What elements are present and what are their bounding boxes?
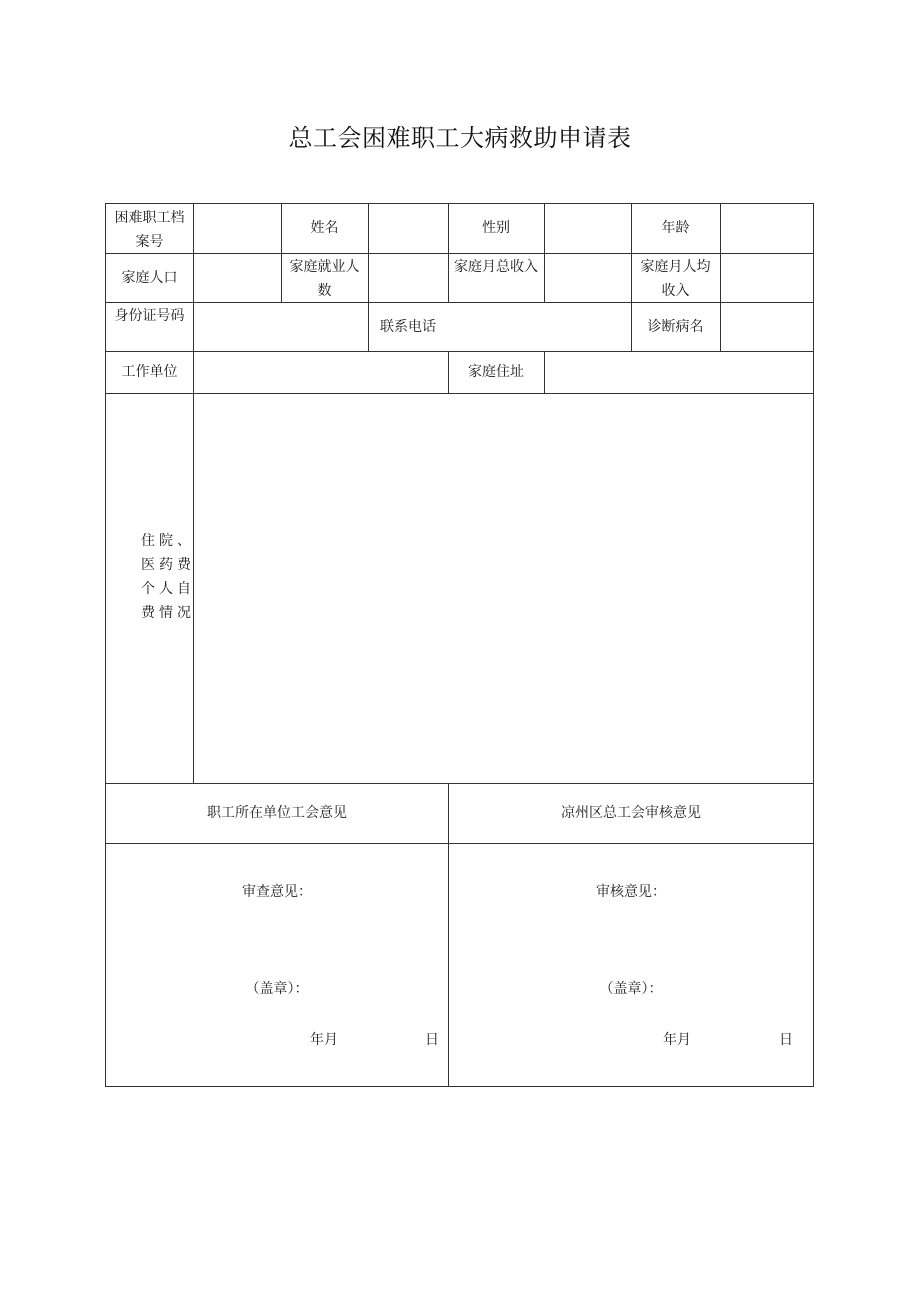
employed-count-label-line1: 家庭就业人 bbox=[289, 259, 360, 275]
per-capita-income-label-line2: 收入 bbox=[661, 283, 690, 299]
col-divider bbox=[448, 783, 449, 1086]
year-month-label: 年月 bbox=[310, 1032, 338, 1048]
per-capita-income-label-line1: 家庭月人均 bbox=[640, 259, 711, 275]
district-review-header: 凉州区总工会审核意见 bbox=[561, 805, 701, 821]
monthly-income-label: 家庭月总收入 bbox=[454, 259, 538, 275]
name-label: 姓名 bbox=[310, 220, 339, 236]
household-size-label: 家庭人口 bbox=[121, 270, 178, 286]
workplace-label: 工作单位 bbox=[121, 364, 178, 380]
age-field[interactable] bbox=[721, 204, 813, 253]
row-divider bbox=[106, 783, 813, 784]
gender-field[interactable] bbox=[545, 204, 631, 253]
id-number-field[interactable] bbox=[194, 303, 368, 351]
monthly-income-field[interactable] bbox=[545, 254, 631, 302]
employed-count-field[interactable] bbox=[369, 254, 448, 302]
audit-opinion-label: 审核意见： bbox=[596, 884, 666, 900]
gender-label: 性别 bbox=[482, 220, 510, 236]
employed-count-label-line2: 数 bbox=[317, 283, 332, 299]
diagnosis-field[interactable] bbox=[721, 303, 813, 351]
archive-number-label-line2: 案号 bbox=[135, 234, 164, 250]
review-opinion-label: 审查意见： bbox=[242, 884, 312, 900]
self-paid-expense-field[interactable] bbox=[194, 394, 813, 783]
phone-label: 联系电话 bbox=[380, 319, 436, 335]
age-label: 年龄 bbox=[661, 220, 690, 236]
self-paid-expense-label: 住院、医药费个人自费情况 bbox=[141, 533, 195, 621]
per-capita-income-field[interactable] bbox=[721, 254, 813, 302]
employed-count-label bbox=[281, 255, 368, 303]
household-size-field[interactable] bbox=[194, 254, 281, 302]
seal-label: （盖章）： bbox=[245, 981, 309, 997]
union-opinion-header: 职工所在单位工会意见 bbox=[207, 805, 347, 821]
archive-number-field[interactable] bbox=[194, 204, 281, 253]
id-number-label: 身份证号码 bbox=[114, 308, 185, 324]
application-form bbox=[105, 203, 814, 1087]
seal-label: （盖章）： bbox=[599, 981, 663, 997]
phone-field[interactable] bbox=[449, 303, 631, 351]
home-address-field[interactable] bbox=[545, 352, 813, 393]
workplace-field[interactable] bbox=[194, 352, 448, 393]
day-label: 日 bbox=[425, 1032, 439, 1048]
archive-number-label-line1: 困难职工档 bbox=[114, 210, 185, 226]
archive-number-label bbox=[106, 206, 193, 254]
per-capita-income-label bbox=[631, 255, 720, 303]
year-month-label: 年月 bbox=[663, 1032, 691, 1048]
day-label: 日 bbox=[779, 1032, 793, 1048]
page-title: 总工会困难职工大病救助申请表 bbox=[288, 124, 632, 152]
row-divider bbox=[106, 843, 813, 844]
diagnosis-label: 诊断病名 bbox=[647, 319, 704, 335]
home-address-label: 家庭住址 bbox=[468, 364, 524, 380]
name-field[interactable] bbox=[369, 204, 448, 253]
